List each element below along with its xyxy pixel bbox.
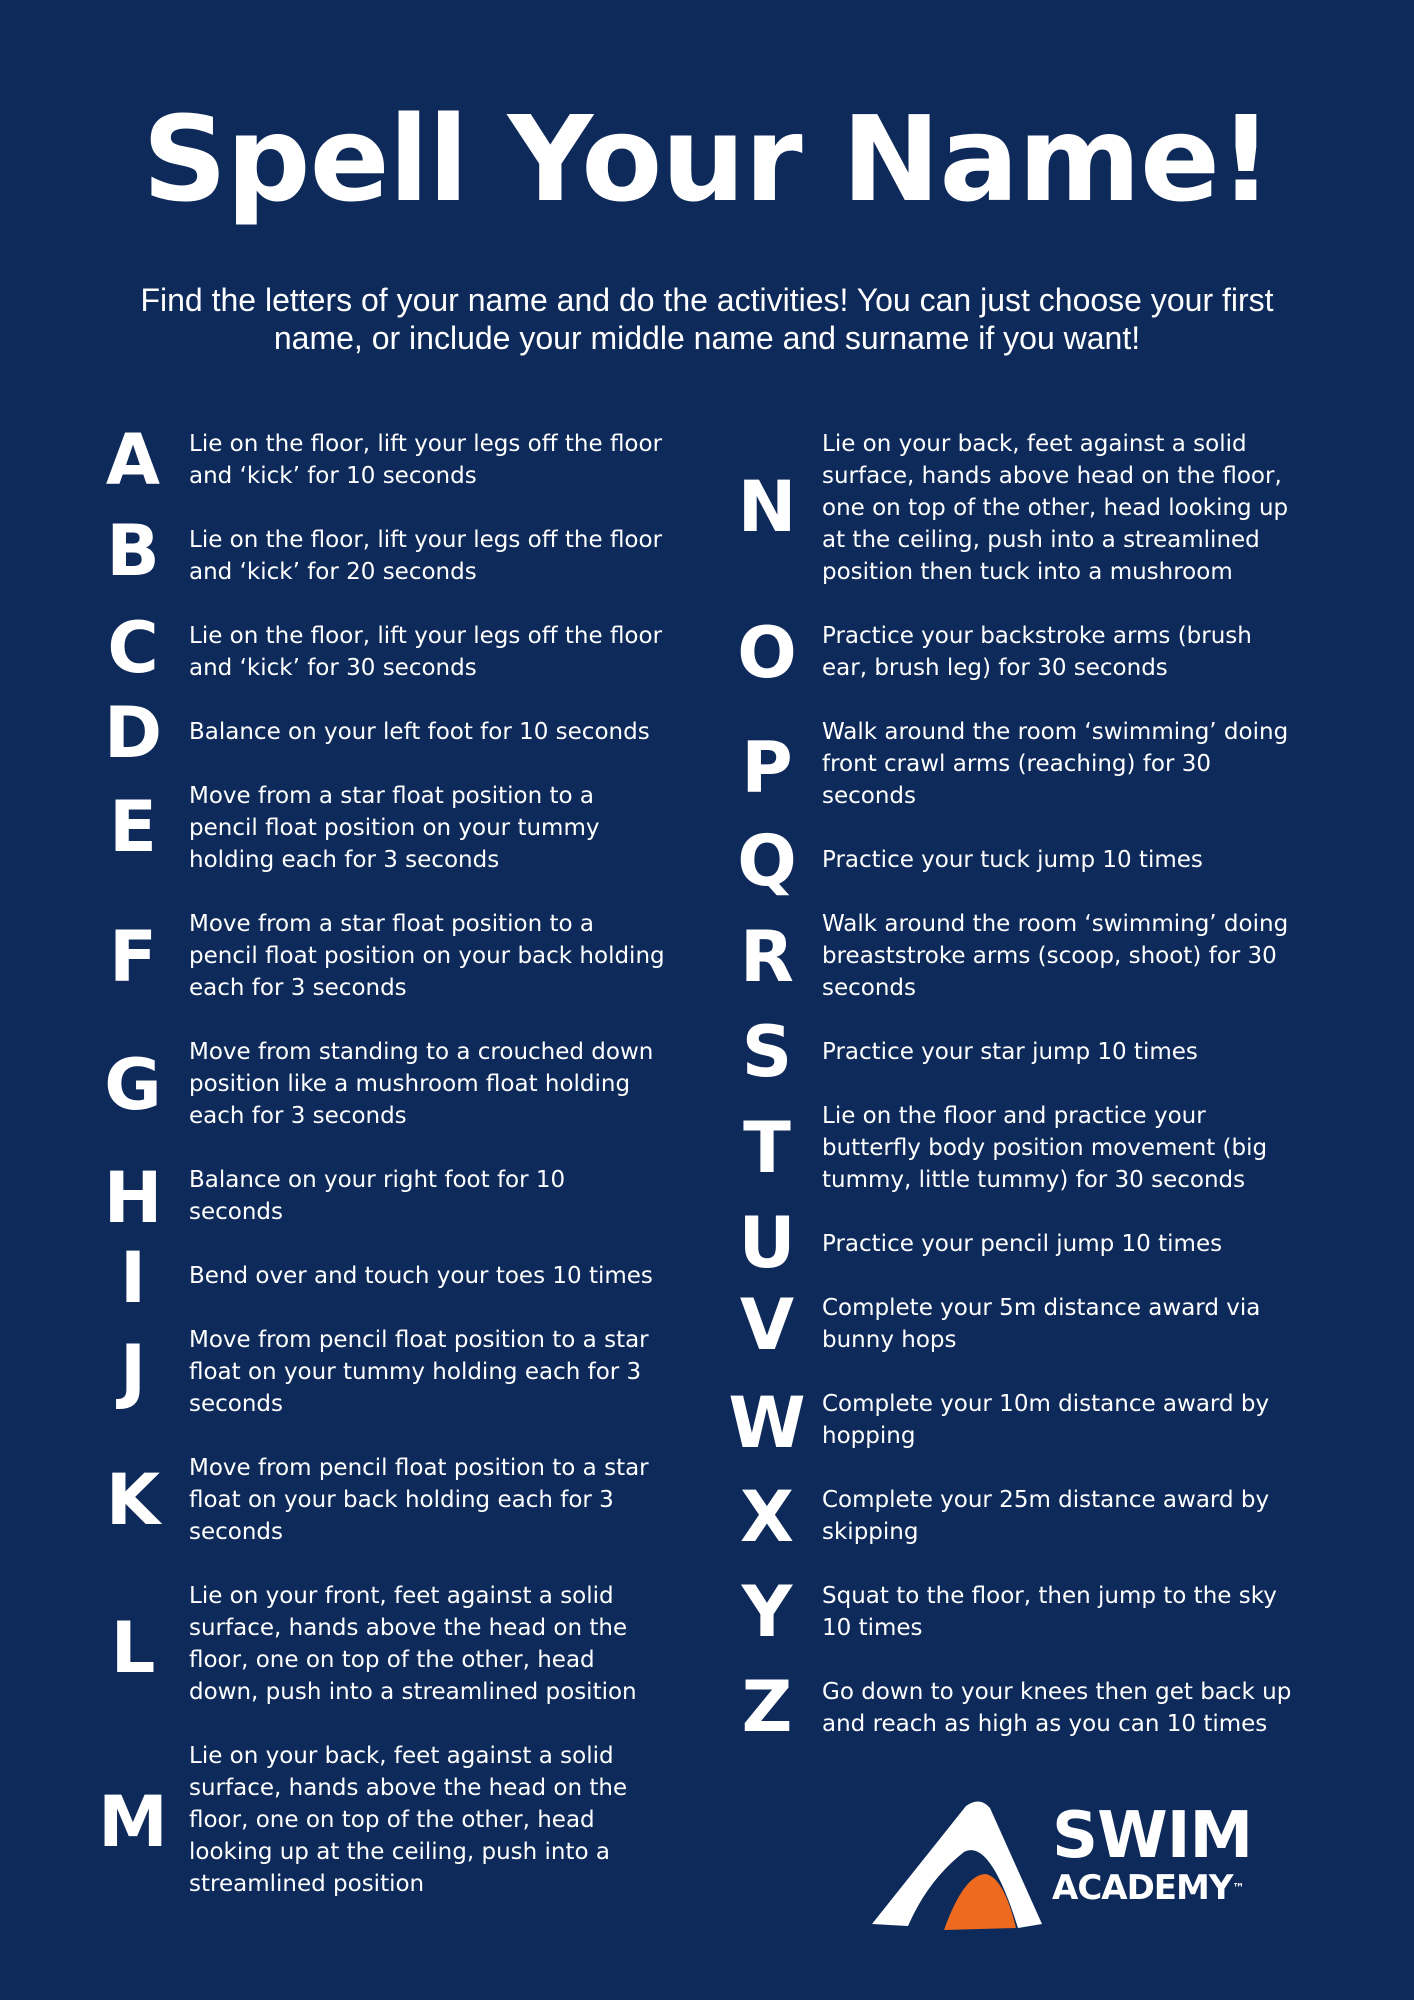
trademark-mark: ™ xyxy=(1232,1881,1244,1895)
activity-text: Move from a star float position to a pencil float position on your tummy holding each for 3 seconds xyxy=(189,783,600,873)
activity-text: Lie on your back, feet against a solid surface, hands above head on the floor, one on top of the other, head looking up at the ceiling, push into a streamlined position then tuck into a mushroom xyxy=(822,431,1289,585)
activity-letter: A xyxy=(105,419,161,501)
activity-text: Move from a star float position to a pencil float position on your back holding each for 3 seconds xyxy=(189,911,665,1001)
activity-text: Practice your backstroke arms (brush ear, brush leg) for 30 seconds xyxy=(822,623,1252,681)
activity-text: Go down to your knees then get back up and reach as high as you can 10 times xyxy=(822,1679,1292,1737)
activity-text: Complete your 10m distance award by hopping xyxy=(822,1391,1270,1449)
activity-letter: H xyxy=(103,1157,163,1239)
logo-line-1: SWIM xyxy=(1052,1799,1253,1873)
activity-text: Walk around the room ‘swimming’ doing breaststroke arms (scoop, shoot) for 30 seconds xyxy=(822,911,1289,1001)
page-title: Spell Your Name! xyxy=(142,90,1272,228)
activity-text: Practice your pencil jump 10 times xyxy=(822,1231,1223,1257)
activity-letter: Q xyxy=(737,820,797,902)
swim-wave-icon xyxy=(868,1796,1048,1936)
activity-letter: V xyxy=(739,1284,795,1366)
activity-letter: R xyxy=(740,916,794,998)
activity-letter: N xyxy=(737,466,797,548)
activity-letter: X xyxy=(740,1476,794,1558)
activity-letter: I xyxy=(119,1237,147,1319)
activity-letter: F xyxy=(109,916,157,998)
logo-line-2 xyxy=(1052,1870,1243,1906)
activity-letter: S xyxy=(741,1011,793,1093)
activity-letter: G xyxy=(104,1044,162,1126)
activity-text: Move from pencil float position to a star float on your back holding each for 3 seconds xyxy=(189,1455,649,1545)
activity-text: Lie on your back, feet against a solid surface, hands above the head on the floor, one on top of the other, head looking up at the ceiling, push into a streamlined position xyxy=(189,1743,628,1897)
activity-letter: T xyxy=(743,1107,791,1189)
activity-letter: C xyxy=(107,607,159,689)
activity-text: Balance on your left foot for 10 seconds xyxy=(189,719,650,745)
activity-letter: D xyxy=(103,692,163,774)
activity-letter: J xyxy=(119,1330,147,1412)
activity-letter: P xyxy=(741,727,793,809)
activity-text: Lie on the floor, lift your legs off the floor and ‘kick’ for 10 seconds xyxy=(189,431,663,489)
page-subtitle: Find the letters of your name and do the activities! You can just choose your first name, or include your middle name and surname if you want! xyxy=(140,282,1274,356)
activity-text: Walk around the room ‘swimming’ doing front crawl arms (reaching) for 30 seconds xyxy=(822,719,1289,809)
activity-text: Complete your 25m distance award by skipping xyxy=(822,1487,1270,1545)
activity-text: Move from pencil float position to a star float on your tummy holding each for 3 seconds xyxy=(189,1327,649,1417)
activity-letter: O xyxy=(737,612,797,694)
activity-text: Bend over and touch your toes 10 times xyxy=(189,1263,653,1289)
logo-line-2-text: ACADEMY xyxy=(1052,1868,1233,1908)
activity-letter: U xyxy=(738,1202,796,1284)
activity-text: Lie on the floor and practice your butterfly body position movement (big tummy, little tummy) for 30 seconds xyxy=(822,1103,1268,1193)
activity-text: Complete your 5m distance award via bunny hops xyxy=(822,1295,1261,1353)
activity-text: Lie on the floor, lift your legs off the floor and ‘kick’ for 30 seconds xyxy=(189,623,663,681)
activity-text: Squat to the floor, then jump to the sky 10 times xyxy=(822,1583,1277,1641)
activity-letter: E xyxy=(109,786,157,868)
activity-letter: Z xyxy=(741,1666,793,1748)
swim-academy-logo xyxy=(868,1796,1308,1936)
activity-text: Lie on the floor, lift your legs off the floor and ‘kick’ for 20 seconds xyxy=(189,527,663,585)
activity-text: Practice your tuck jump 10 times xyxy=(822,847,1203,873)
activity-letter: L xyxy=(110,1607,156,1689)
activity-text: Balance on your right foot for 10 seconds xyxy=(189,1167,566,1225)
activity-text: Move from standing to a crouched down position like a mushroom float holding each for 3 seconds xyxy=(189,1039,654,1129)
activity-letter: Y xyxy=(741,1571,793,1653)
activity-letter: B xyxy=(106,510,160,592)
activity-letter: W xyxy=(728,1382,806,1464)
activity-text: Lie on your front, feet against a solid surface, hands above the head on the floor, one on top of the other, head down, push into a streamlined position xyxy=(189,1583,637,1705)
activity-text: Practice your star jump 10 times xyxy=(822,1039,1198,1065)
activity-letter: M xyxy=(98,1781,168,1863)
activity-letter: K xyxy=(105,1459,161,1541)
